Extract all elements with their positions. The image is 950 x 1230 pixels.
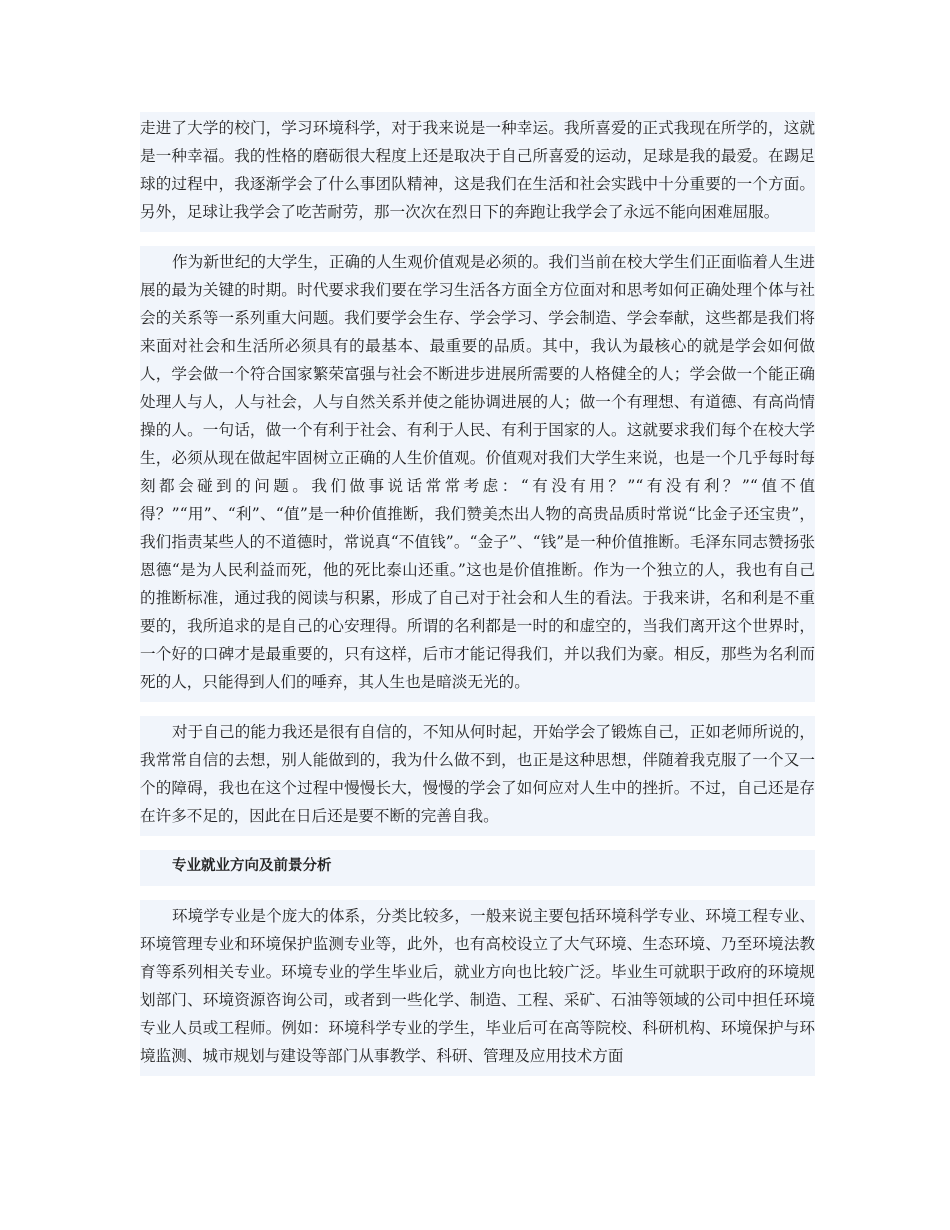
paragraph-gap — [140, 702, 815, 716]
paragraph-gap — [140, 232, 815, 246]
paragraph-3: 对于自己的能力我还是很有自信的，不知从何时起，开始学会了锻炼自己，正如老师所说的，我常常自信的去想，别人能做到的，我为什么做不到，也正是这种思想，伴随着我克服了一个又一个的障碍，我也在这个过程中慢慢长大，慢慢的学会了如何应对人生中的挫折。不过，自己还是存在许多不足的，因此在日后还是要不断的完善自我。 — [140, 716, 815, 836]
paragraph-2: 作为新世纪的大学生，正确的人生观价值观是必须的。我们当前在校大学生们正面临着人生进展的最为关键的时期。时代要求我们要在学习生活各方面全方位面对和思考如何正确处理个体与社会的关系等一系列重大问题。我们要学会生存、学会学习、学会制造、学会奉献，这些都是我们将来面对社会和生活所必须具有的最基本、最重要的品质。其中，我认为最核心的就是学会如何做人，学会做一个符合国家繁荣富强与社会不断进步进展所需要的人格健全的人；学会做一个能正确处理人与人，人与社会，人与自然关系并使之能协调进展的人；做一个有理想、有道德、有高尚情操的人。一句话，做一个有利于社会、有利于人民、有利于国家的人。这就要求我们每个在校大学生，必须从现在做起牢固树立正确的人生价值观。价值观对我们大学生来说，也是一个几乎每时每刻都会碰到的问题。我们做事说话常常考虑：“有没有用？”“有没有利？”“值不值得？”“用”、“利”、“值”是一种价值推断，我们赞美杰出人物的高贵品质时常说“比金子还宝贵”，我们指责某些人的不道德时，常说真“不值钱”。“金子”、“钱”是一种价值推断。毛泽东同志赞扬张恩德“是为人民利益而死，他的死比泰山还重。”这也是价值推断。作为一个独立的人，我也有自己的推断标准，通过我的阅读与积累，形成了自己对于社会和人生的看法。于我来讲，名和利是不重要的，我所追求的是自己的心安理得。所谓的名利都是一时的和虚空的，当我们离开这个世界时，一个好的口碑才是最重要的，只有这样，后市才能记得我们，并以我们为豪。相反，那些为名利而死的人，只能得到人们的唾弃，其人生也是暗淡无光的。 — [140, 246, 815, 702]
paragraph-4: 环境学专业是个庞大的体系，分类比较多，一般来说主要包括环境科学专业、环境工程专业、环境管理专业和环境保护监测专业等，此外，也有高校设立了大气环境、生态环境、乃至环境法教育等系列相关专业。环境专业的学生毕业后，就业方向也比较广泛。毕业生可就职于政府的环境规划部门、环境资源咨询公司，或者到一些化学、制造、工程、采矿、石油等领域的公司中担任环境专业人员或工程师。例如：环境科学专业的学生，毕业后可在高等院校、科研机构、环境保护与环境监测、城市规划与建设等部门从事教学、科研、管理及应用技术方面 — [140, 900, 815, 1076]
section-heading: 专业就业方向及前景分析 — [140, 850, 815, 886]
paragraph-gap — [140, 886, 815, 900]
paragraph-1: 走进了大学的校门，学习环境科学，对于我来说是一种幸运。我所喜爱的正式我现在所学的，这就是一种幸福。我的性格的磨砺很大程度上还是取决于自己所喜爱的运动，足球是我的最爱。在踢足球的过程中，我逐渐学会了什么事团队精神，这是我们在生活和社会实践中十分重要的一个方面。另外，足球让我学会了吃苦耐劳，那一次次在烈日下的奔跑让我学会了永远不能向困难屈服。 — [140, 112, 815, 232]
document-page — [140, 112, 815, 1076]
paragraph-gap — [140, 836, 815, 850]
